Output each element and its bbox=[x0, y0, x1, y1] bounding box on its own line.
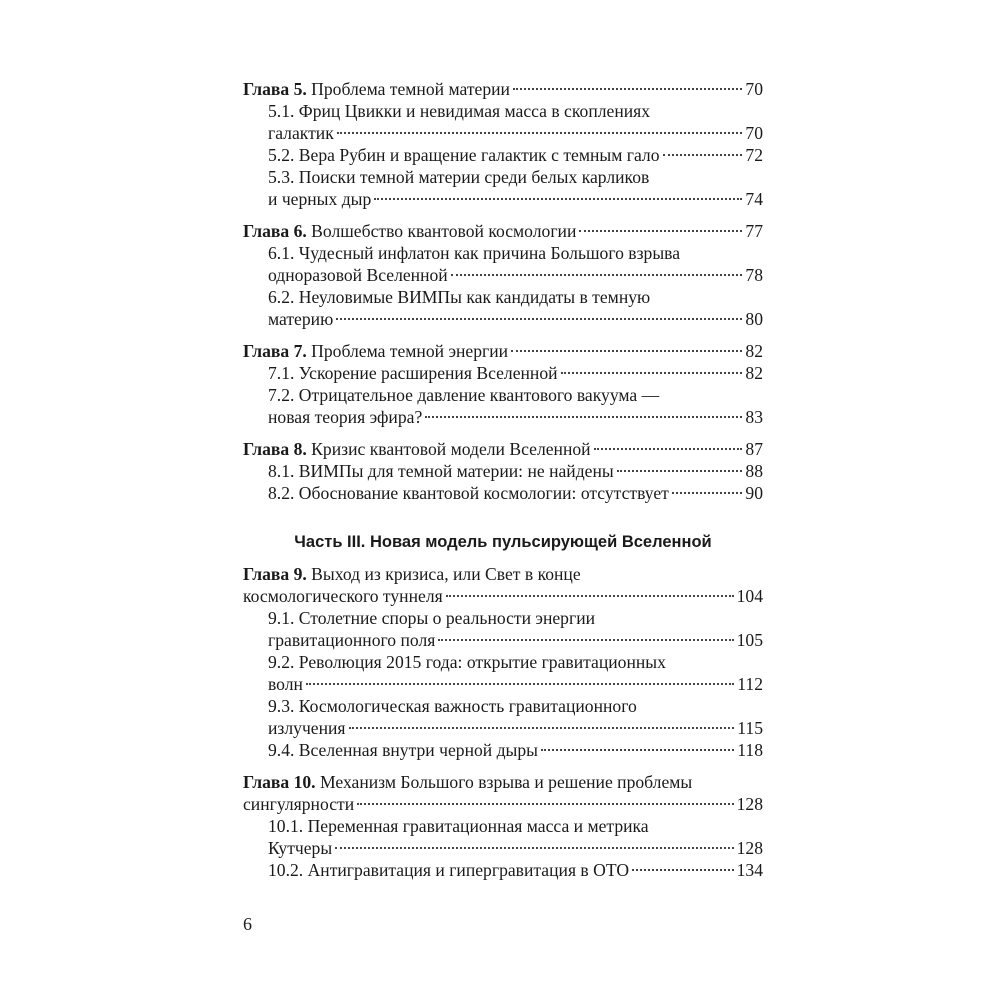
toc-entry-line bbox=[243, 340, 763, 362]
toc-chapter-group bbox=[243, 220, 763, 330]
entry-title-text: 6.2. Неуловимые ВИМПы как кандидаты в темную bbox=[268, 287, 651, 307]
entry-page-number: 72 bbox=[745, 145, 763, 165]
toc-chapter-entry bbox=[243, 220, 763, 242]
toc-entry-line bbox=[268, 188, 763, 210]
toc-chapter-group bbox=[243, 563, 763, 761]
toc-chapter-group bbox=[243, 78, 763, 210]
entry-title-text: 5.3. Поиски темной материи среди белых карликов bbox=[268, 167, 650, 187]
toc-chapters-after bbox=[243, 563, 763, 881]
toc-entry-line bbox=[268, 482, 763, 504]
entry-page-number: 112 bbox=[737, 674, 763, 694]
toc-section-entry bbox=[243, 607, 763, 651]
dot-leader bbox=[357, 803, 733, 805]
entry-page-number: 87 bbox=[745, 439, 763, 459]
dot-leader bbox=[425, 416, 742, 418]
toc-chapter-entry bbox=[243, 563, 763, 607]
dot-leader bbox=[336, 318, 742, 320]
toc-entry-line bbox=[243, 771, 763, 793]
entry-title-text: Выход из кризиса, или Свет в конце bbox=[306, 564, 581, 584]
entry-title-text: 9.4. Вселенная внутри черной дыры bbox=[268, 740, 538, 760]
entry-title-text: Механизм Большого взрыва и решение проблемы bbox=[315, 772, 693, 792]
dot-leader bbox=[337, 132, 743, 134]
toc-chapter-group bbox=[243, 340, 763, 428]
entry-title-text: 8.1. ВИМПы для темной материи: не найдены bbox=[268, 461, 614, 481]
toc-entry-line bbox=[268, 286, 763, 308]
entry-page-number: 70 bbox=[745, 123, 763, 143]
toc-entry-line bbox=[243, 793, 763, 815]
entry-page-number: 74 bbox=[745, 189, 763, 209]
toc-entry-line bbox=[268, 673, 763, 695]
entry-title-text: 5.1. Фриц Цвикки и невидимая масса в скоплениях bbox=[268, 101, 651, 121]
dot-leader bbox=[349, 727, 735, 729]
toc-entry-line bbox=[243, 585, 763, 607]
entry-title-text: материю bbox=[268, 309, 334, 329]
entry-page-number: 80 bbox=[745, 309, 763, 329]
chapter-label: Глава 9. bbox=[243, 564, 307, 584]
chapter-label: Глава 8. bbox=[243, 439, 307, 459]
toc-entry-line bbox=[268, 242, 763, 264]
entry-title-text: излучения bbox=[268, 718, 346, 738]
chapter-label: Глава 6. bbox=[243, 221, 307, 241]
entry-title-text: 10.2. Антигравитация и гипергравитация в ОТО bbox=[268, 860, 630, 880]
toc-entry-line bbox=[268, 837, 763, 859]
entry-title-text: Кутчеры bbox=[268, 838, 333, 858]
toc-entry-line bbox=[243, 563, 763, 585]
toc-section-entry bbox=[243, 100, 763, 144]
toc-chapter-entry bbox=[243, 340, 763, 362]
dot-leader bbox=[561, 372, 743, 374]
entry-page-number: 82 bbox=[745, 363, 763, 383]
dot-leader bbox=[617, 470, 743, 472]
entry-page-number: 128 bbox=[736, 838, 763, 858]
dot-leader bbox=[663, 154, 743, 156]
entry-title-text: волн bbox=[268, 674, 303, 694]
toc-section-entry bbox=[243, 651, 763, 695]
entry-title-text: новая теория эфира? bbox=[268, 407, 423, 427]
chapter-label: Глава 5. bbox=[243, 79, 307, 99]
entry-title-text: Кризис квантовой модели Вселенной bbox=[306, 439, 591, 459]
entry-title-text: 7.1. Ускорение расширения Вселенной bbox=[268, 363, 558, 383]
toc-section-entry bbox=[243, 695, 763, 739]
toc-entry-line bbox=[268, 629, 763, 651]
toc-section-entry bbox=[243, 286, 763, 330]
dot-leader bbox=[306, 683, 734, 685]
entry-page-number: 77 bbox=[745, 221, 763, 241]
dot-leader bbox=[513, 88, 742, 90]
entry-page-number: 83 bbox=[745, 407, 763, 427]
toc-section-entry bbox=[243, 482, 763, 504]
entry-page-number: 105 bbox=[736, 630, 763, 650]
toc-entry-line bbox=[268, 651, 763, 673]
toc-chapter-entry bbox=[243, 771, 763, 815]
entry-title-text: одноразовой Вселенной bbox=[268, 265, 448, 285]
entry-title-text: галактик bbox=[268, 123, 334, 143]
toc-entry-line bbox=[268, 460, 763, 482]
toc-section-entry bbox=[243, 242, 763, 286]
page-number: 6 bbox=[243, 914, 252, 934]
toc-entry-line bbox=[268, 308, 763, 330]
entry-title-text: 6.1. Чудесный инфлатон как причина Большого взрыва bbox=[268, 243, 681, 263]
toc-entry-line bbox=[243, 78, 763, 100]
toc-entry-line bbox=[243, 220, 763, 242]
dot-leader bbox=[594, 448, 743, 450]
toc-entry-line bbox=[268, 122, 763, 144]
entry-page-number: 70 bbox=[745, 79, 763, 99]
entry-title-text: 7.2. Отрицательное давление квантового вакуума — bbox=[268, 385, 660, 405]
entry-title-text: гравитационного поля bbox=[268, 630, 436, 650]
dot-leader bbox=[335, 847, 733, 849]
entry-page-number: 88 bbox=[745, 461, 763, 481]
entry-title-text: 9.2. Революция 2015 года: открытие гравитационных bbox=[268, 652, 666, 672]
dot-leader bbox=[672, 492, 743, 494]
entry-title-text: 10.1. Переменная гравитационная масса и метрика bbox=[268, 816, 649, 836]
toc-entry-line bbox=[268, 166, 763, 188]
entry-title-text: 8.2. Обоснование квантовой космологии: отсутствует bbox=[268, 483, 669, 503]
entry-title-text: сингулярности bbox=[243, 794, 355, 814]
dot-leader bbox=[541, 749, 734, 751]
chapter-label: Глава 7. bbox=[243, 341, 307, 361]
part-heading: Часть III. Новая модель пульсирующей Вселенной bbox=[294, 533, 712, 551]
toc-entry-line bbox=[268, 739, 763, 761]
entry-title-text: Проблема темной энергии bbox=[306, 341, 509, 361]
dot-leader bbox=[511, 350, 742, 352]
entry-page-number: 134 bbox=[736, 860, 763, 880]
entry-title-text: Проблема темной материи bbox=[306, 79, 510, 99]
entry-title-text: Волшебство квантовой космологии bbox=[306, 221, 577, 241]
toc-section-entry bbox=[243, 859, 763, 881]
entry-title-text: 9.1. Столетние споры о реальности энергии bbox=[268, 608, 596, 628]
toc-entry-line bbox=[268, 859, 763, 881]
dot-leader bbox=[579, 230, 742, 232]
toc-entry-line bbox=[268, 406, 763, 428]
toc-entry-line bbox=[268, 264, 763, 286]
dot-leader bbox=[632, 869, 734, 871]
entry-title-text: и черных дыр bbox=[268, 189, 372, 209]
dot-leader bbox=[451, 274, 743, 276]
toc-chapter-group bbox=[243, 771, 763, 881]
toc-entry-line bbox=[268, 100, 763, 122]
toc-chapter-entry bbox=[243, 438, 763, 460]
entry-page-number: 90 bbox=[745, 483, 763, 503]
entry-page-number: 82 bbox=[745, 341, 763, 361]
dot-leader bbox=[438, 639, 733, 641]
toc-entry-line bbox=[268, 362, 763, 384]
toc-entry-line bbox=[268, 695, 763, 717]
dot-leader bbox=[374, 198, 742, 200]
entry-title-text: космологического туннеля bbox=[243, 586, 443, 606]
toc-section-entry bbox=[243, 739, 763, 761]
toc-entry-line bbox=[268, 717, 763, 739]
toc-section-entry bbox=[243, 384, 763, 428]
toc-chapter-group bbox=[243, 438, 763, 504]
toc-section-entry bbox=[243, 815, 763, 859]
toc-section-entry bbox=[243, 166, 763, 210]
toc-entry-line bbox=[268, 607, 763, 629]
entry-page-number: 78 bbox=[745, 265, 763, 285]
table-of-contents bbox=[243, 78, 763, 891]
toc-entry-line bbox=[243, 438, 763, 460]
entry-page-number: 115 bbox=[737, 718, 763, 738]
toc-entry-line bbox=[268, 384, 763, 406]
entry-page-number: 128 bbox=[736, 794, 763, 814]
entry-title-text: 9.3. Космологическая важность гравитационного bbox=[268, 696, 637, 716]
toc-entry-line bbox=[268, 144, 763, 166]
dot-leader bbox=[446, 595, 734, 597]
toc-entry-line bbox=[268, 815, 763, 837]
chapter-label: Глава 10. bbox=[243, 772, 316, 792]
entry-title-text: 5.2. Вера Рубин и вращение галактик с темным гало bbox=[268, 145, 660, 165]
toc-chapter-entry bbox=[243, 78, 763, 100]
entry-page-number: 118 bbox=[737, 740, 763, 760]
toc-chapters-before bbox=[243, 78, 763, 504]
toc-section-entry bbox=[243, 362, 763, 384]
entry-page-number: 104 bbox=[736, 586, 763, 606]
toc-section-entry bbox=[243, 144, 763, 166]
toc-section-entry bbox=[243, 460, 763, 482]
